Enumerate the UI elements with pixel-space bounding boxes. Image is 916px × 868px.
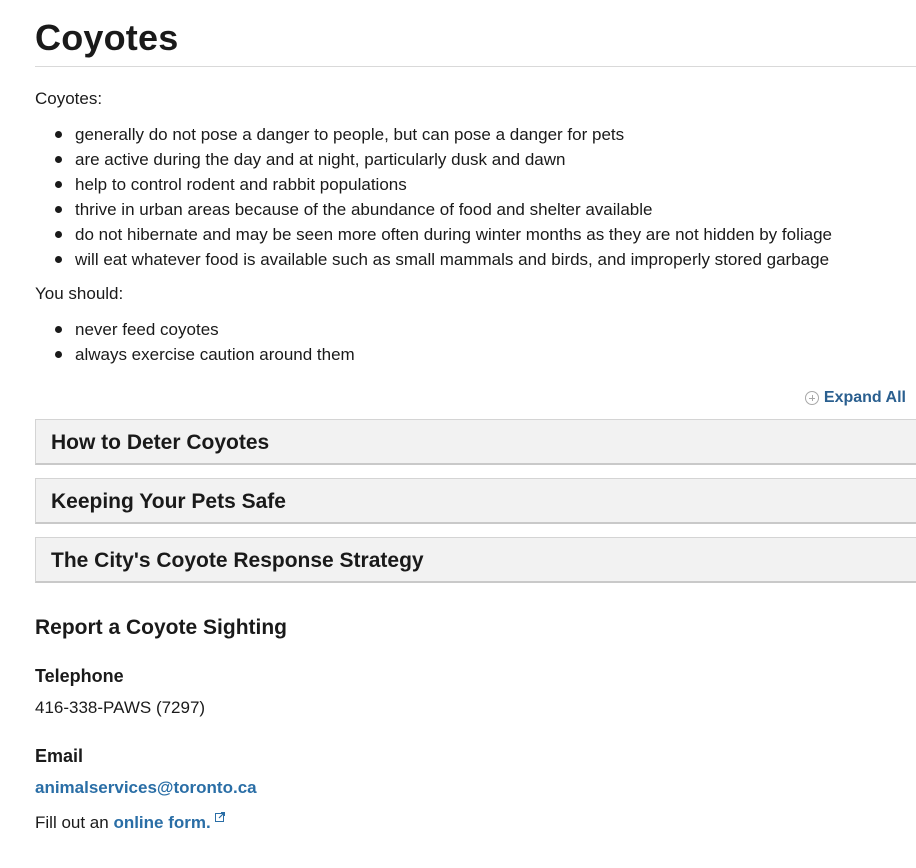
list-item: do not hibernate and may be seen more often during winter months as they are not hidden by foliage: [35, 222, 832, 247]
telephone-value: 416-338-PAWS (7297): [35, 698, 206, 717]
external-link-icon: [215, 812, 225, 822]
form-prefix: Fill out an: [35, 813, 109, 832]
report-sighting-heading: Report a Coyote Sighting: [35, 616, 287, 639]
accordion-title: Keeping Your Pets Safe: [51, 490, 286, 513]
list-item: always exercise caution around them: [35, 342, 355, 367]
plus-circle-icon: [805, 391, 819, 405]
email-label: Email: [35, 746, 84, 766]
page-title: Coyotes: [35, 17, 179, 58]
email-link[interactable]: animalservices@toronto.ca: [35, 778, 257, 797]
accordion-title: The City's Coyote Response Strategy: [51, 549, 424, 572]
telephone-label: Telephone: [35, 666, 124, 686]
list-item: help to control rodent and rabbit populations: [35, 172, 832, 197]
list-item: generally do not pose a danger to people, but can pose a danger for pets: [35, 122, 832, 147]
accordion-keeping-pets-safe[interactable]: [35, 478, 916, 524]
list-item: never feed coyotes: [35, 317, 355, 342]
online-form-link-text: online form.: [113, 813, 211, 832]
online-form-line: [35, 812, 225, 834]
title-divider: [35, 66, 916, 67]
advice-lead: You should:: [35, 284, 124, 303]
accordion-title: How to Deter Coyotes: [51, 431, 270, 454]
accordion-coyote-response-strategy[interactable]: [35, 537, 916, 583]
advice-list: [35, 317, 355, 367]
expand-all-button[interactable]: [805, 388, 906, 408]
accordion-how-to-deter-coyotes[interactable]: [35, 419, 916, 465]
email-value: [35, 777, 257, 799]
list-item: are active during the day and at night, particularly dusk and dawn: [35, 147, 832, 172]
online-form-link[interactable]: [113, 813, 224, 832]
expand-all-label: Expand All: [823, 389, 906, 406]
coyote-facts-list: [35, 122, 832, 272]
list-item: will eat whatever food is available such as small mammals and birds, and improperly stored garbage: [35, 247, 832, 272]
list-item: thrive in urban areas because of the abundance of food and shelter available: [35, 197, 832, 222]
intro-lead: Coyotes:: [35, 89, 103, 108]
